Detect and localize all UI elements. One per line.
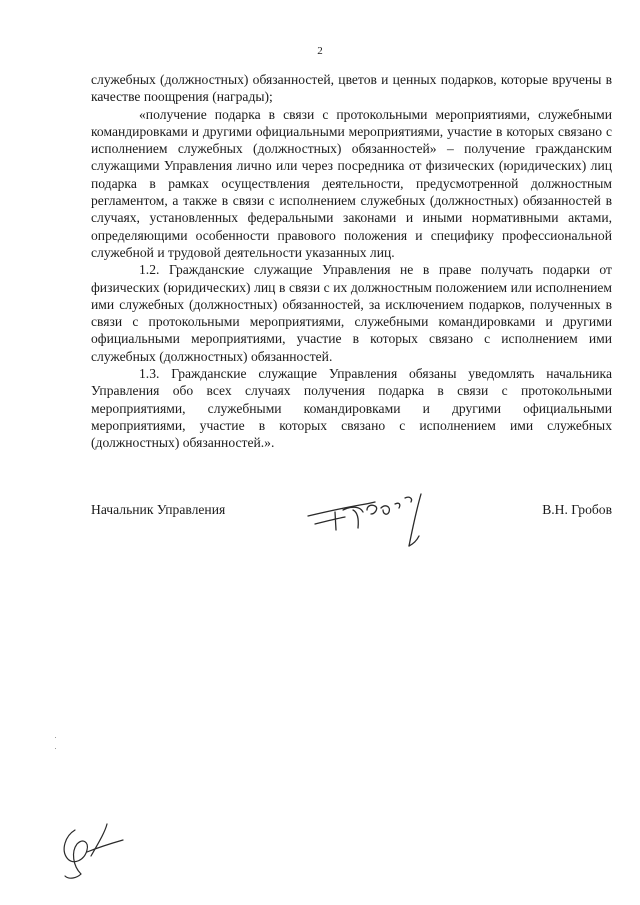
scan-speck [55, 748, 56, 749]
paragraph-continuation: служебных (должностных) обязанностей, цветов и ценных подарков, которые вручены в качестве поощрения (награды); [91, 72, 612, 105]
handwritten-initials [57, 822, 127, 882]
handwritten-signature [305, 488, 430, 550]
document-body [91, 71, 612, 452]
paragraph-1-2: 1.2. Гражданские служащие Управления не в праве получать подарки от физических (юридических) лиц в связи с их должностным положением или исполнением ими служебных (должностных) обязанностей, за исключением подарков, полученных в связи с протокольными мероприятиями, служебными командировками и другими официальными мероприятиями, участие в которых связано с исполнением ими служебных (должностных) обязанностей. [91, 262, 612, 364]
paragraph-1-3: 1.3. Гражданские служащие Управления обязаны уведомлять начальника Управления обо всех случаях получения подарка в связи с протокольными мероприятиями, служебными командировками и другими официальными мероприятиями, участие в которых связано с исполнением ими служебных (должностных) обязанностей.». [91, 366, 612, 451]
signatory-name: В.Н. Гробов [542, 502, 612, 517]
signatory-title: Начальник Управления [91, 502, 226, 517]
scan-speck [55, 737, 56, 738]
paragraph-definition: «получение подарка в связи с протокольными мероприятиями, служебными командировками и другими официальными мероприятиями, участие в которых связано с исполнением служебных (должностных) обязанностей» – получение гражданским служащими Управления лично или через посредника от физических (юридических) лиц подарка в рамках осуществления деятельности, предусмотренной должностным регламентом, а также в связи с исполнением служебных (должностных) обязанностей в случаях, установленных федеральными законами и иными нормативными актами, определяющими особенности правового положения и специфику профессиональной служебной и трудовой деятельности указанных лиц. [91, 106, 612, 260]
page-number: 2 [317, 45, 323, 57]
